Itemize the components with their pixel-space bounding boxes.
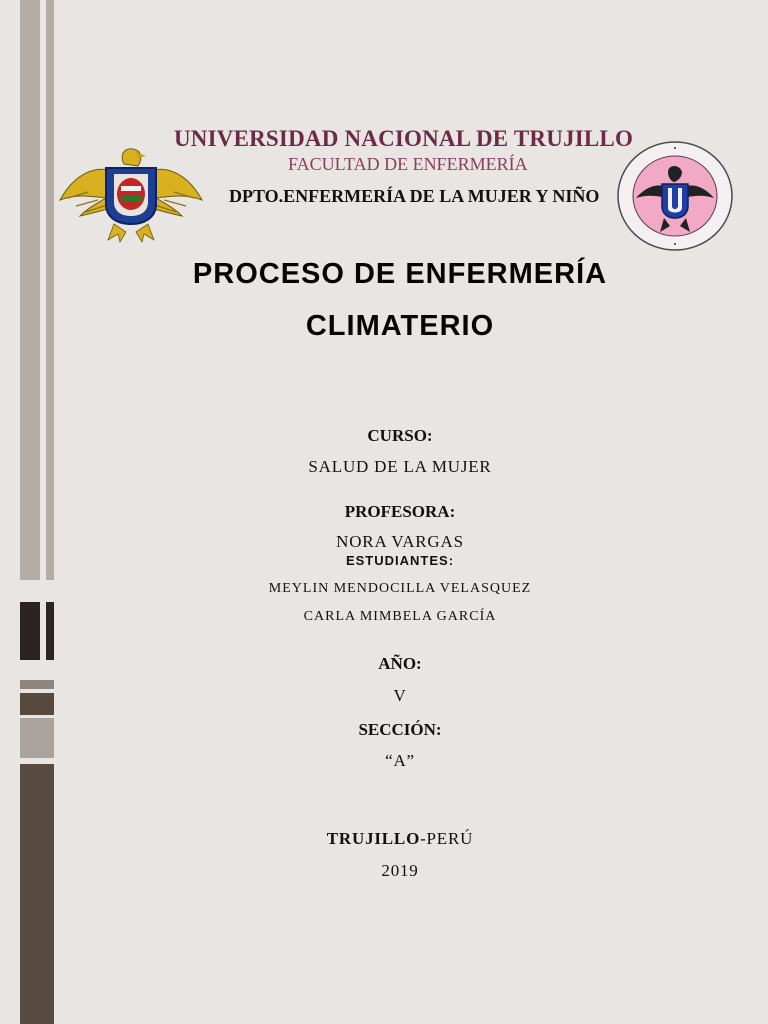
student-name: CARLA MIMBELA GARCÍA xyxy=(303,609,497,624)
date: 2019 xyxy=(381,861,419,880)
country: -PERÚ xyxy=(420,829,474,848)
place-line xyxy=(0,829,768,849)
city: TRUJILLO xyxy=(326,829,421,848)
year-label: AÑO: xyxy=(378,654,422,673)
document-subtitle: CLIMATERIO xyxy=(305,310,495,342)
year-value: V xyxy=(393,686,407,705)
section-label: SECCIÓN: xyxy=(358,720,442,739)
professor-value: NORA VARGAS xyxy=(336,532,464,551)
course-label: CURSO: xyxy=(367,426,433,445)
university-name: UNIVERSIDAD NACIONAL DE TRUJILLO xyxy=(174,126,634,151)
unt-eagle-crest-icon xyxy=(58,142,204,246)
course-value: SALUD DE LA MUJER xyxy=(308,457,492,476)
department-name: DPTO.ENFERMERÍA DE LA MUJER Y NIÑO xyxy=(229,186,600,206)
student-name: MEYLIN MENDOCILLA VELASQUEZ xyxy=(268,581,532,596)
faculty-seal-icon xyxy=(616,140,734,252)
section-value: “A” xyxy=(385,751,415,770)
faculty-name: FACULTAD DE ENFERMERÍA xyxy=(288,154,528,174)
students-label: ESTUDIANTES: xyxy=(345,553,455,568)
professor-label: PROFESORA: xyxy=(344,502,456,521)
document-title: PROCESO DE ENFERMERÍA xyxy=(192,258,608,290)
